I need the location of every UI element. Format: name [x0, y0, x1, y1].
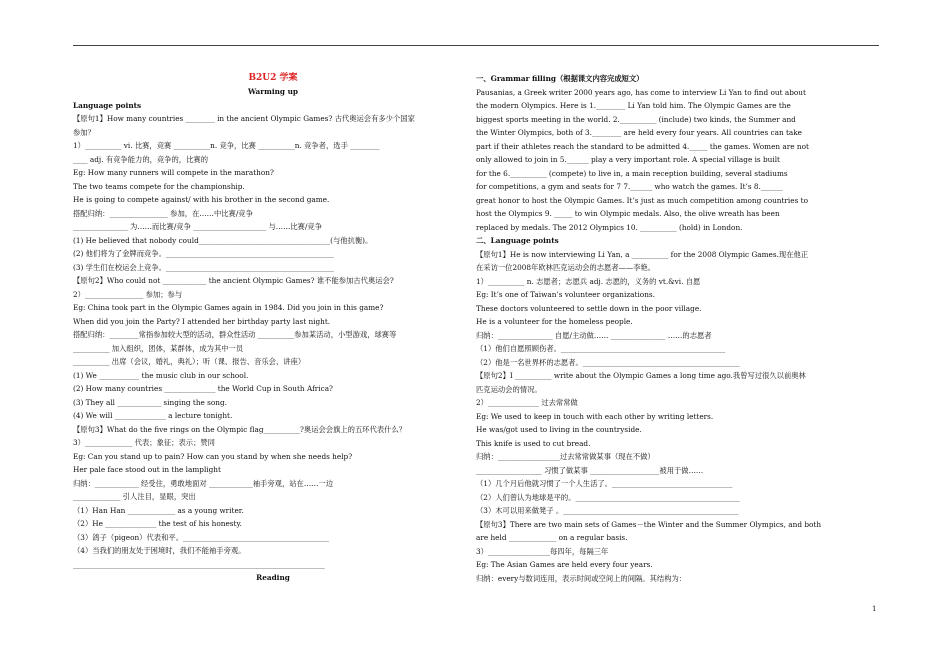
right-line: 【原句3】There are two main sets of Games－the Winter and the Summer Olympics, and both	[476, 519, 822, 529]
left-line: 搭配归纳：________________ 参加，在……中比赛/竞争	[73, 208, 253, 218]
left-line: 参加？	[73, 127, 95, 137]
left-line: He is going to compete against/ with his brother in the second game.	[73, 195, 330, 204]
left-line: （4）当我们的朋友处于困境时，我们不能袖手旁观。	[73, 546, 246, 555]
left-line: (2) How many countries ______________ the World Cup in South Africa?	[73, 384, 333, 393]
left-line: 【原句3】What do the five rings on the Olympic flag__________?奥运会会旗上的五环代表什么？	[73, 424, 407, 434]
left-line: 2）________________ 参加；参与	[73, 289, 183, 299]
left-line: (4) We will ______________ a lecture tonight.	[73, 411, 233, 420]
left-line: When did you join the Party? I attended her birthday party last night.	[73, 316, 331, 326]
right-line: are held _____________ on a regular basis.	[476, 533, 628, 542]
right-line: （2）他是一名世界杯的志愿者。___________________________________________	[476, 357, 740, 367]
left-line: __________ 加入组织，团体，某群体，成为其中一员	[73, 343, 244, 353]
right-line: great honor to host the Olympic Games. It’s just as much competition among countries to	[476, 195, 808, 205]
right-line: Eg: We used to keep in touch with each other by writing letters.	[476, 411, 714, 421]
left-line: _____________________________________________________________________	[73, 559, 325, 569]
left-line: 3）_____________ 代表；象征；表示；赞同	[73, 438, 215, 447]
right-line: 归纳：every与数词连用，表示时间或空间上的间隔。其结构为：	[476, 573, 687, 583]
right-line: for competitions, a gym and seats for 7 7.______ who watch the games. It’s 8.______	[476, 182, 783, 191]
left-line: (1) He believed that nobody could____________________________________(与他抗衡)。	[73, 235, 373, 245]
right-line: Eg: It’s one of Taiwan’s volunteer organizations.	[476, 290, 655, 299]
reading-heading: Reading	[256, 573, 290, 582]
right-line: __________________ 习惯了做某事 ___________________被用于做……	[476, 465, 704, 475]
right-line: He is a volunteer for the homeless people.	[476, 317, 633, 326]
right-line: the modern Olympics. Here is 1.________ Li Yan told him. The Olympic Games are the	[476, 101, 791, 110]
left-line: (3) 学生们在校运会上竞争。______________________________________________	[73, 262, 334, 272]
left-line: Eg: Can you stand up to pain? How can you stand by when she needs help?	[73, 451, 353, 461]
right-line: the Winter Olympics, both of 3.________ are held every four years. All countries can take	[476, 128, 802, 137]
left-line: _______________ 为……而比赛/竞争 ____________________ 与……比赛/竞争	[73, 222, 323, 231]
right-line: only allowed to join in 5.______ play a very important role. A special village is built	[476, 155, 780, 164]
left-line: 归纳：____________ 经受住，勇敢地面对 ____________袖手旁观，站在……一边	[73, 478, 334, 488]
right-line: （1）他们自愿照顾伤者。_____________________________________________	[476, 344, 726, 353]
right-line: 一、Grammar filling（根据课文内容完成短文）	[476, 74, 644, 83]
right-line: This knife is used to cut bread.	[476, 438, 591, 448]
left-line: 【原句2】Who could not ____________ the ancient Olympic Games? 谁不能参加古代奥运会?	[73, 276, 394, 285]
left-line: Language points	[73, 100, 142, 110]
left-line: 【原句1】How many countries ________ in the ancient Olympic Games? 古代奥运会有多少个国家	[73, 114, 415, 123]
right-line: 【原句2】I __________ write about the Olympic Games a long time ago.我曾写过很久以前奥林	[476, 371, 806, 380]
left-line: Eg: How many runners will compete in the marathon?	[73, 168, 274, 177]
right-line: replaced by medals. The 2012 Olympics 10. __________ (hold) in London.	[476, 222, 743, 232]
worksheet-title: B2U2 学案	[248, 73, 298, 83]
right-line: He was/got used to living in the countryside.	[476, 425, 642, 434]
left-line: （2）He ______________ the test of his honesty.	[73, 519, 242, 528]
right-line: （2）人们曾认为地球是平的。_____________________________________________	[476, 492, 740, 502]
right-line: part if their athletes reach the standard to be admitted 4._____ the games. Women are not	[476, 141, 809, 151]
right-column	[476, 72, 878, 585]
left-line: ____ adj. 有竞争能力的，竞争的，比赛的	[73, 154, 208, 164]
section-subtitle: Warming up	[248, 87, 298, 96]
right-line: Pausanias, a Greek writer 2000 years ago, has come to interview Li Yan to find out about	[476, 87, 806, 97]
right-line: 1）__________ n. 志愿者；志愿兵 adj. 志愿的，义务的 vt.&vi. 自愿	[476, 276, 701, 286]
right-line: （1）几个月后他就习惯了一个人生活了。_________________________________	[476, 479, 733, 488]
left-line: _____________ 引人注目，显眼，突出	[73, 492, 196, 501]
right-line: These doctors volunteered to settle down in the poor village.	[476, 303, 702, 313]
right-line: Eg: The Asian Games are held every four years.	[476, 560, 653, 569]
right-line: 归纳：_________________过去常常做某事（现在不做）	[476, 452, 655, 461]
left-line: （3）鸽子（pigeon）代表和平。________________________________________	[73, 532, 329, 542]
right-line: 归纳：_______________ 自愿/主动做…… _______________ ……的志愿者	[476, 330, 712, 340]
left-line: （1）Han Han _____________ as a young writer.	[73, 505, 244, 515]
right-line: 匹克运动会的情况。	[476, 384, 542, 394]
right-line: （3）木可以用来做凳子 。________________________________________________	[476, 506, 739, 515]
right-line: 3）_________________每四年，每隔三年	[476, 546, 609, 556]
left-line: (1) We ___________ the music club in our school.	[73, 370, 249, 380]
right-line: 【原句1】He is now interviewing Li Yan, a __________ for the 2008 Olympic Games.现在他正	[476, 249, 809, 259]
left-line: Eg: China took part in the Olympic Games again in 1984. Did you join in this game?	[73, 303, 384, 312]
header-rule	[73, 45, 879, 46]
right-line: for the 6.__________ (compete) to live in, a main reception building, several stadiums	[476, 168, 788, 178]
right-line: 2）______________ 过去常常做	[476, 398, 578, 407]
left-line: 1）__________ vi. 比赛，竞赛 __________n. 竞争，比赛 __________n. 竞争者，选手 ________	[73, 141, 380, 150]
left-line: (3) They all ____________ singing the song.	[73, 397, 227, 407]
right-line: biggest sports meeting in the world. 2.__________ (include) two kinds, the Summer and	[476, 114, 796, 124]
right-line: host the Olympics 9. _____ to win Olympic medals. Also, the olive wreath has been	[476, 209, 780, 218]
right-line: 在采访一位2008年欧林匹克运动会的志愿者——李艳。	[476, 263, 656, 272]
left-line: 搭配归纳：________常指参加较大型的活动，群众性活动 __________参加某活动，小型游戏，球赛等	[73, 330, 397, 339]
page-number: 1	[872, 605, 877, 613]
right-line: 二、Language points	[476, 236, 559, 245]
left-line: __________ 出席（会议，婚礼，典礼）；听（课、报告、音乐会、讲座）	[73, 357, 306, 366]
left-line: (2) 他们将为了金牌而竞争。______________________________________________	[73, 249, 334, 258]
left-line: Her pale face stood out in the lamplight	[73, 465, 221, 474]
left-column	[73, 72, 473, 585]
left-line: The two teams compete for the championship.	[73, 181, 245, 191]
